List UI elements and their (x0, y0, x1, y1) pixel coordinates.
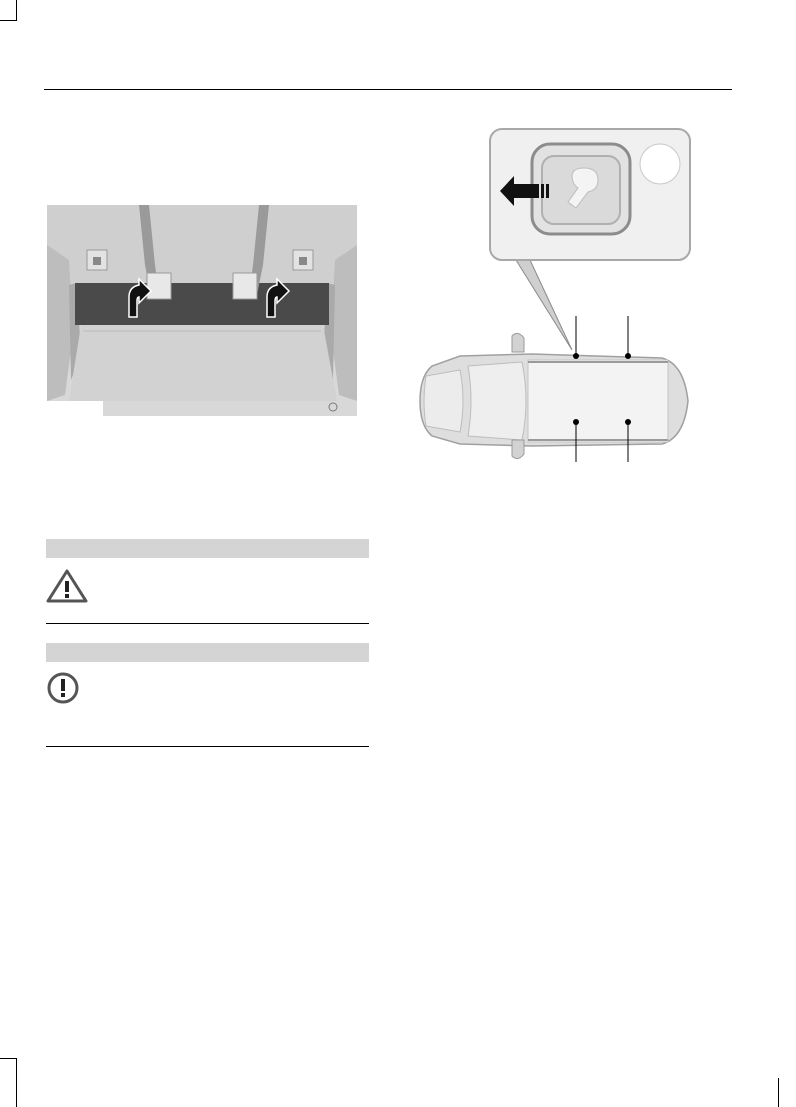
warning-triangle-icon (46, 569, 88, 603)
roof-rack-mounting-illustration (412, 126, 702, 466)
crop-mark-bottom-left-v (16, 1058, 17, 1107)
luggage-compartment-illustration (47, 205, 357, 416)
caution-header-bar (46, 643, 369, 662)
caution-bottom-rule (46, 746, 369, 747)
crop-mark-bottom-right-v (778, 1078, 779, 1107)
caution-exclamation-icon (46, 671, 80, 705)
warning-header-bar (46, 539, 369, 558)
warning-bottom-rule (46, 623, 369, 624)
crop-mark-bottom-left-h (0, 1058, 17, 1059)
crop-mark-top-left-v (16, 0, 17, 20)
crop-mark-top-left-h (0, 20, 17, 21)
header-rule (44, 89, 732, 90)
